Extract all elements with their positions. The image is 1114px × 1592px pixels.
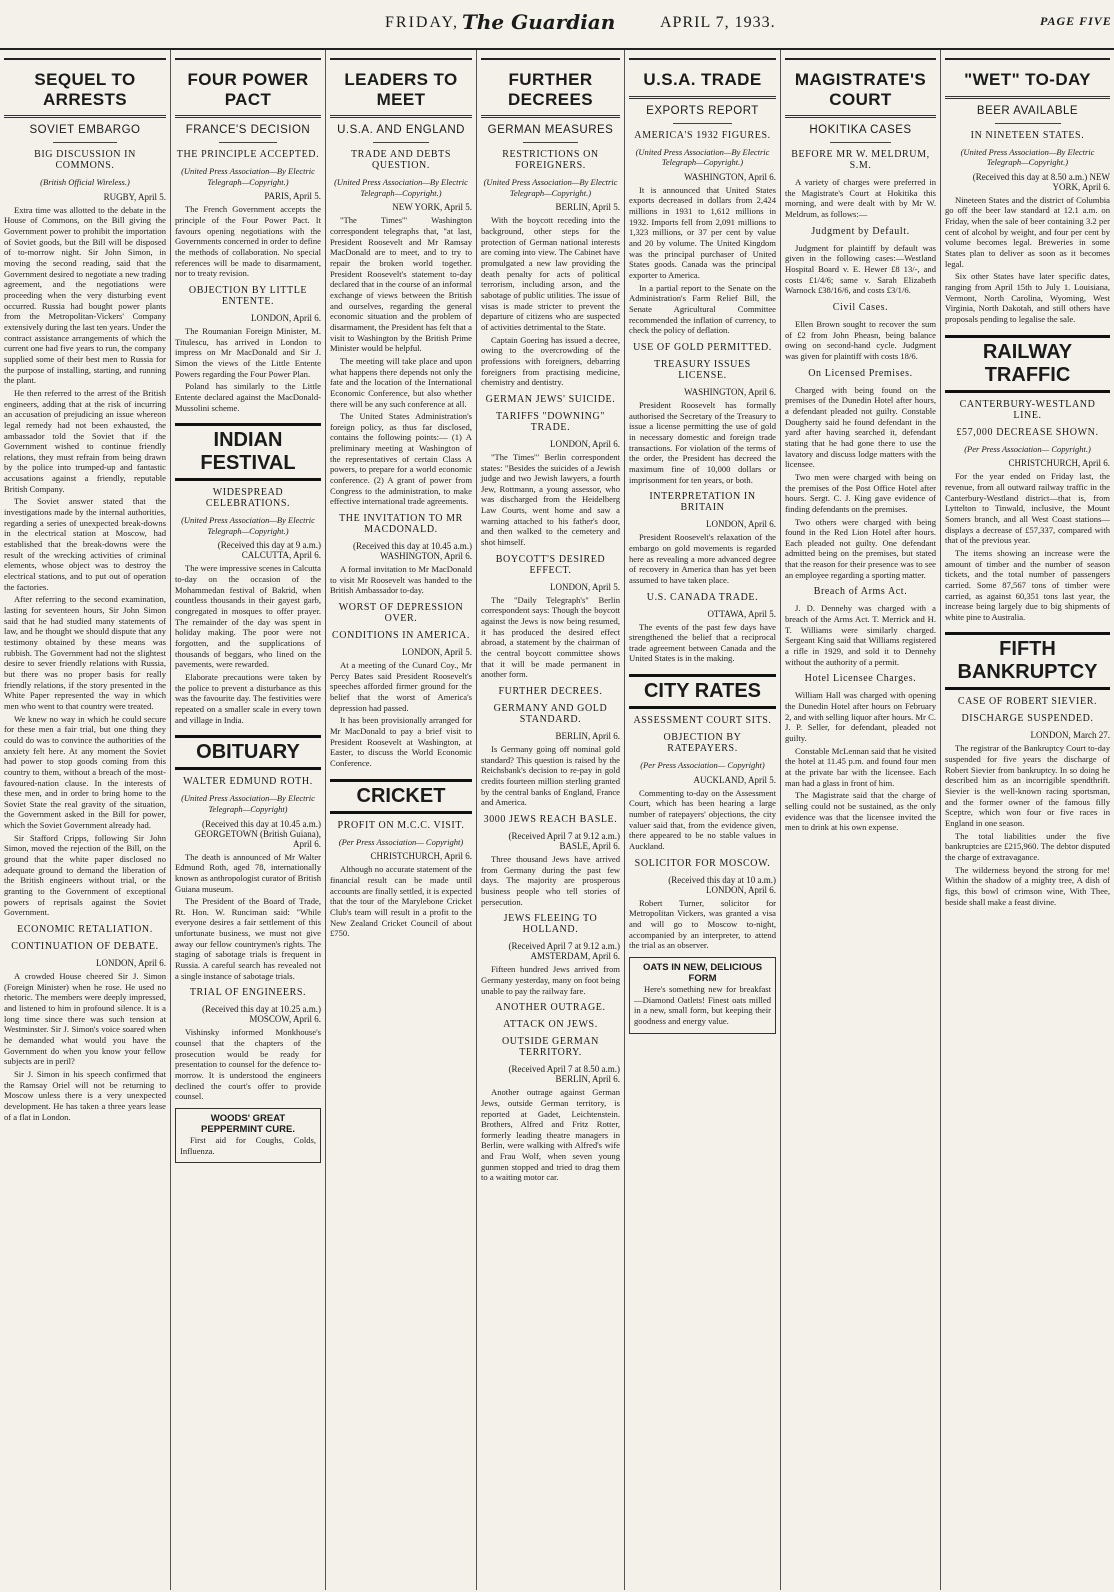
column-3 (326, 50, 476, 1590)
headline-rule (945, 58, 1110, 60)
divider (673, 123, 732, 124)
dateline: CHRISTCHURCH, April 6. (370, 851, 472, 862)
article-deck: ECONOMIC RETALIATION. (17, 924, 153, 936)
wire-credit: (United Press Association—By Electric Telegraph—Copyright.) (635, 146, 770, 168)
body-paragraph: At a meeting of the Cunard Coy., Mr Percy Bates said President Roosevelt's speeches afforded firmer ground for the belief that the worst of America's depression had passed. (330, 660, 472, 713)
body-paragraph: The President of the Board of Trade, Rt. Hon. W. Runciman said: "While everyone desires a fair settlement of this unfortunate business, we must not give away our fellow countrymen's rights. The staging of sabotage trials is frequent in Russia. A careful search has revealed not a single instance of sabotage trials. (175, 896, 321, 981)
body-paragraph: The Roumanian Foreign Minister, M. Titulescu, has arrived in London to impress on Mr MacDonald and Sir J. Simon the views of the Little Entente Powers regarding the Four Power Plan. (175, 325, 321, 379)
divider (945, 96, 1110, 99)
body-paragraph: The items showing an increase were the amount of timber and the number of season tickets, and the total number of passengers carried. Some 87,567 tons of timber were carried, as against 60,351 tons last year, the increase being largely due to big shipments of white pine to Australia. (945, 547, 1110, 622)
body-paragraph: The wilderness beyond the strong for me! Within the shadow of a mighty tree, A dish of figs, this bowl of crimson wine, With Thee, beside shall make a feast divine. (945, 864, 1110, 907)
masthead-date: APRIL 7, 1933. (660, 14, 776, 31)
dateline: LONDON, April 5. (402, 647, 472, 658)
article-deck: DISCHARGE SUSPENDED. (961, 713, 1094, 725)
dateline: LONDON, March 27. (1030, 730, 1110, 741)
dateline: (Received this day at 10 a.m.) LONDON, April 6. (668, 874, 776, 895)
dateline: LONDON, April 6. (550, 438, 620, 449)
article-deck: TREASURY ISSUES LICENSE. (654, 358, 751, 381)
article-subhead: EXPORTS REPORT (646, 104, 759, 117)
article-deck: JEWS FLEEING TO HOLLAND. (503, 913, 598, 936)
article-deck: OBJECTION BY RATEPAYERS. (663, 732, 742, 755)
section-headline: OBITUARY (175, 735, 321, 770)
body-paragraph: Judgment for plaintiff by default was given in the following cases:—Westland Hospital Board v. E. Hewer £8 13/-, and costs £1/4/6; same v. Sarah Elizabeth Warnock £38/16/6, and costs £3/1/6. (785, 242, 936, 296)
article-deck: GERMANY AND GOLD STANDARD. (493, 703, 608, 725)
masthead (0, 0, 1114, 50)
article-deck: CONTINUATION OF DEBATE. (11, 941, 159, 953)
headline-rule (629, 58, 776, 60)
article-headline: MAGISTRATE'S COURT (794, 70, 927, 109)
body-paragraph: "The Times'" Berlin correspondent states: "Besides the suicides of a Jewish judge and two Jewish lawyers, a fourth Jew, Rottmann, a young assessor, who was discharged from the Heidelberg Law Courts, went home and saw a warning attached to his father's door, and then walked to the cemetery and shot himself. (481, 451, 620, 548)
article-deck: THE PRINCIPLE ACCEPTED. (176, 149, 320, 161)
article-deck: PROFIT ON M.C.C. VISIT. (337, 819, 465, 831)
body-paragraph: It has been provisionally arranged for Mr MacDonald to pay a brief visit to President Roosevelt at Washington, at Easter, to discuss the World Economic Conference. (330, 715, 472, 768)
article-deck: 3000 JEWS REACH BASLE. (483, 813, 618, 825)
article-subhead: SOVIET EMBARGO (29, 124, 141, 137)
body-paragraph: A variety of charges were preferred in the Magistrate's Court at Hokitika this morning, and were dealt with by Mr W. Meldrum, as follows:— (785, 177, 936, 220)
article-deck: TRIAL OF ENGINEERS. (189, 987, 307, 999)
article-deck: Hotel Licensee Charges. (804, 673, 917, 685)
dateline: (Received this day at 8.50 a.m.) NEW YORK, April 6. (972, 171, 1110, 192)
dateline: (Received this day at 9 a.m.) CALCUTTA, April 6. (217, 540, 321, 561)
article-deck: BOYCOTT'S DESIRED EFFECT. (495, 553, 606, 576)
dateline: (Received this day at 10.25 a.m.) MOSCOW, April 6. (202, 1004, 321, 1025)
article-deck: FURTHER DECREES. (498, 686, 603, 697)
wire-credit: (Per Press Association— Copyright.) (964, 443, 1091, 454)
body-paragraph: Ellen Brown sought to recover the sum of £2 from John Pheasn, being balance owing on second-hand cycle. Judgment was given for plaintiff with costs 18/6. (785, 319, 936, 361)
section-headline: FIFTH BANKRUPTCY (945, 632, 1110, 690)
wire-credit: (British Official Wireless.) (40, 177, 130, 188)
article-deck: BEFORE MR W. MELDRUM, S.M. (791, 149, 930, 172)
body-paragraph: He then referred to the arrest of the British engineers, adding that at the risk of incurring an accusation of prejudicing an issue whereon legal remedy had not been exhausted, the ambassador told the Soviet that if the Government wished to continue friendly relations, they must refrain from being drawn by the police into trumped-up and fantastic accusations against a friendly, reputable British Company. (4, 387, 166, 494)
article-subhead: HOKITIKA CASES (809, 124, 912, 137)
article-deck: RESTRICTIONS ON FOREIGNERS. (502, 149, 599, 172)
body-paragraph: The events of the past few days have strengthened the belief that a reciprocal trade agreement between Canada and the United States is in the making. (629, 621, 776, 664)
body-paragraph: Two men were charged with being on the premises of the Post Office Hotel after hours. Sergt. C. J. King gave evidence of finding defendants on the premises. (785, 471, 936, 514)
masthead-page-label: PAGE FIVE (1040, 14, 1112, 28)
article-deck: TRADE AND DEBTS QUESTION. (350, 149, 452, 172)
wire-credit: (United Press Association—By Electric Telegraph—Copyright.) (181, 166, 315, 187)
body-paragraph: "The Times'" Washington correspondent telegraphs that, "at last, President Roosevelt and Mr Ramsay MacDonald are to meet, and to try to repair the broken world together. President Roosevelt's statement to-day declared that in the course of an informal exchange of views between the British and ourselves, regarding the general economic situation and the problem of disarmament, the President has felt that a visit to Washington by the British Prime Minister would be helpful. (330, 215, 472, 354)
article-subhead: BEER AVAILABLE (976, 104, 1079, 117)
article-headline: U.S.A. TRADE (643, 70, 762, 89)
advertisement-text: Here's something new for breakfast—Diamond Oatlets! Finest oats milled in a new, small form, but keeping their goodness and energy value. (634, 983, 771, 1026)
divider (330, 115, 472, 118)
article-headline: SEQUEL TO ARRESTS (34, 70, 136, 109)
body-paragraph: Poland has similarly to the Little Entente declared against the MacDonald-Mussolini scheme. (175, 381, 321, 413)
article-deck: Civil Cases. (832, 302, 889, 313)
body-paragraph: Nineteen States and the district of Columbia go off the beer law standard at 12.1 a.m. on Friday, when the sale of beer containing 3.2 per cent of alcohol by weight, and four per cent by volume becomes legal. Breweries in some States plan to deliver as soon as it becomes legal. (945, 194, 1110, 269)
body-paragraph: The meeting will take place and upon what happens there depends not only the fate and the location of the International Economic Conference, but also whether there will be any such conference at all. (330, 355, 472, 409)
body-paragraph: In a partial report to the Senate on the Administration's Farm Relief Bill, the Senate Agricultural Committee recommended the inflation of currency, to check the policy of deflation. (629, 282, 776, 336)
column-5 (625, 50, 780, 1590)
divider (995, 123, 1061, 124)
body-paragraph: Extra time was allotted to the debate in the House of Commons, on the Bill giving the Government power to prohibit the importation of Soviet goods, but the Bill will be disposed of to-morrow night. Sir John Simon, in moving the second reading, said that the Government desired to negotiate a new trading agreement, and the negotiations were proceeding when the very disturbing event occurred. Russia had bought power plants from the Metropolitan-Vickers' Company extensively during the last ten years. Under the contract assistance arrangements of which the current one had five years to run, the company supplied some of their best men to Russia for the purpose of installing, starting, and running the plant. (4, 204, 166, 386)
dateline: OTTAWA, April 5. (707, 608, 776, 619)
article-deck: On Licensed Premises. (808, 367, 913, 379)
body-paragraph: Charged with being found on the premises of the Dunedin Hotel after hours, a defendant pleaded not guilty. Constable Dougherty said he found defendant in the yard after having searched it, defendant stating that he had gone there to use the lavatory and discuss lodge matters with the licensee. (785, 384, 936, 470)
article-deck: Breach of Arms Act. (813, 586, 908, 598)
article-deck: ANOTHER OUTRAGE. (495, 1002, 606, 1014)
divider (373, 142, 430, 143)
article-deck: WALTER EDMUND ROTH. (183, 776, 313, 788)
headline-rule (4, 58, 166, 60)
article-deck: CASE OF ROBERT SIEVIER. (957, 696, 1098, 708)
body-paragraph: The Magistrate said that the charge of selling could not be sustained, as the only evidence was that the licensee invited the men to drink at his own expense. (785, 790, 936, 833)
divider (219, 142, 277, 143)
dateline: (Received April 7 at 9.12 a.m.) AMSTERDAM, April 6. (508, 941, 620, 962)
section-headline: CITY RATES (629, 674, 776, 709)
body-paragraph: Commenting to-day on the Assessment Court, which has been hearing a large number of ratepayers' objections, the city valuer said that, from the evidence given, there appeared to be no stable values in Auckland. (629, 787, 776, 852)
body-paragraph: The "Daily Telegraph's" Berlin correspondent says: Though the boycott against the Jews is now being resumed, it has produced the desired effect abroad, a statement by the chairman of the central boycott committee shows that it will be made permanent in another form. (481, 594, 620, 680)
wire-credit: (United Press Association—By Electric Telegraph—Copyright.) (334, 177, 468, 198)
body-paragraph: We knew no way in which he could secure for these men a fair trial, but one thing they could do was to convince the authorities of the anxiety felt here. At any moment the Soviet had power to stop goods coming from this country to them, without a breach of the most-favoured-nation clause. In the interests of these men, and in order to bring home to the Soviet State the real gravity of the situation, the Government asked in the Bill for power, which the Soviet Government already had. (4, 713, 166, 831)
article-deck: WORST OF DEPRESSION OVER. (338, 602, 464, 625)
body-paragraph: President Roosevelt's relaxation of the embargo on gold movements is regarded here as revealing a more advanced degree of recovery in America than has yet been assumed to have taken place. (629, 532, 776, 585)
dateline: LONDON, April 6. (251, 312, 321, 323)
article-deck: IN NINETEEN STATES. (970, 129, 1085, 141)
article-headline: "WET" TO-DAY (964, 70, 1091, 89)
body-paragraph: Sir J. Simon in his speech confirmed that the Ramsay Oriel will not be returning to Moscow unless there is a very unexpected development. He has taken a three years lease of a flat in London. (4, 1068, 166, 1122)
divider (4, 115, 166, 118)
body-paragraph: Six other States have later specific dates, ranging from April 15th to July 1. Louisiana, Vermont, North Carolina, Wyoming, West Virginia, North Dakotah, and still others have proposals pending to legalise the sale. (945, 271, 1110, 325)
dateline: CHRISTCHURCH, April 6. (1008, 458, 1110, 469)
article-deck: ATTACK ON JEWS. (503, 1019, 598, 1031)
body-paragraph: Another outrage against German Jews, outside German territory, is reported at Gadet, Leichtenstein. Brothers, Alfred and Fritz Rotter, formerly leading theatre managers in Berlin, were walking with Alfred's wife and Frau Wolf, when seven young gunmen stopped and tried to drag them to a waiting motor car. (481, 1087, 620, 1183)
body-paragraph: Captain Goering has issued a decree, owing to the overcrowding of the professions with foreigners, debarring foreigners from practising medicine, chemistry and dentistry. (481, 334, 620, 388)
headline-rule (785, 58, 936, 60)
column-2 (171, 50, 325, 1590)
body-paragraph: Elaborate precautions were taken by the police to prevent a disturbance as this was the favourite day. The festivities were repeated on a smaller scale in every town and village in India. (175, 672, 321, 725)
advertisement (175, 1108, 321, 1163)
article-subhead: FRANCE'S DECISION (185, 124, 311, 137)
headline-rule (481, 58, 620, 60)
article-deck: ASSESSMENT COURT SITS. (633, 715, 772, 727)
body-paragraph: With the boycott receding into the background, other steps for the protection of German national interests are coming into view. The Cabinet have promulgated a new law providing the death penalty for acts of political terrorism, including arson, and the sabotage of public utilities. The issue of visas is made stricter to prevent the departure of citizens who are suspected of activities detrimental to the State. (481, 215, 620, 332)
masthead-day: FRIDAY, (385, 14, 460, 31)
dateline: NEW YORK, April 5. (392, 202, 472, 213)
dateline: LONDON, April 6. (706, 519, 776, 530)
article-deck: THE INVITATION TO MR MACDONALD. (339, 513, 463, 536)
advertisement (629, 957, 776, 1034)
body-paragraph: The French Government accepts the principle of the Four Power Pact. It favours opening negotiations with the Governments concerned in order to define the methods of collaboration. No special references will be made to disarmament, nor to treaty revision. (175, 204, 321, 279)
dateline: (Received this day at 10.45 a.m.) WASHINGTON, April 6. (353, 541, 472, 562)
article-deck: USE OF GOLD PERMITTED. (633, 341, 772, 353)
dateline: PARIS, April 5. (264, 191, 321, 202)
article-subhead: U.S.A. AND ENGLAND (337, 124, 465, 137)
wire-credit: (United Press Association—By Electric Telegraph—Copyright.) (960, 146, 1095, 168)
body-paragraph: Fifteen hundred Jews arrived from Germany yesterday, many on foot being unable to pay the railway fare. (481, 964, 620, 996)
article-deck: SOLICITOR FOR MOSCOW. (634, 857, 771, 869)
body-paragraph: Constable McLennan said that he visited the hotel at 11.45 p.m. and found four men at the private bar with the licensee. Each man had a glass in front of him. (785, 745, 936, 788)
advertisement-text: First aid for Coughs, Colds, Influenza. (180, 1135, 316, 1156)
dateline: AUCKLAND, April 5. (693, 774, 776, 785)
article-subhead: GERMAN MEASURES (487, 124, 614, 137)
body-paragraph: Although no accurate statement of the financial result can be made until accounts are finally settled, it is expected that the tour of the Marylebone Cricket Club's team will result in a profit to the New Zealand Cricket Council of about £750. (330, 864, 472, 939)
dateline: RUGBY, April 5. (103, 191, 166, 202)
wire-credit: (United Press Association—By Electric Telegraph—Copyright) (181, 793, 315, 814)
article-deck: AMERICA'S 1932 FIGURES. (634, 129, 771, 141)
body-paragraph: The death is announced of Mr Walter Edmund Roth, aged 78, internationally known as anthropologist curator of British Guiana museum. (175, 851, 321, 894)
body-paragraph: A crowded House cheered Sir J. Simon (Foreign Minister) when he rose. He used no rhetoric. The members were deeply impressed, and listened to him in profound silence. It is a long time since there was such tension at Westminster. Sir J. Simon's voice soared when he demanded what would you have the Government do when you know your fellow subjects are in peril? (4, 971, 166, 1067)
body-paragraph: Two others were charged with being found in the Red Lion Hotel after hours. Each pleaded not guilty. One defendant admitted being on the premises, but stated that the reason for their presence was to see an employee regarding a sporting matter. (785, 516, 936, 580)
article-headline: FOUR POWER PACT (187, 70, 309, 109)
wire-credit: (United Press Association—By Electric Telegraph—Copyright.) (181, 515, 315, 536)
article-deck: GERMAN JEWS' SUICIDE. (485, 393, 616, 405)
dateline: BERLIN, April 6. (555, 731, 620, 741)
headline-rule (330, 58, 472, 60)
body-paragraph: The United States Administration's foreign policy, as thus far disclosed, contains the following points:— (1) A preliminary meeting at Washington of the representatives of certain Class A powers, to prepare for a world economic conference. (2) A grant of power from Congress to the administration, to make effective international trade agreements. (330, 411, 472, 507)
article-deck: CONDITIONS IN AMERICA. (332, 630, 470, 642)
dateline: LONDON, April 5. (550, 581, 620, 592)
dateline: (Received April 7 at 8.50 a.m.) BERLIN, April 6. (508, 1064, 620, 1085)
advertisement-title: WOODS' GREAT PEPPERMINT CURE. (201, 1113, 295, 1135)
body-paragraph: J. D. Dennehy was charged with a breach of the Arms Act. T. Merrick and H. T. Williams were similarly charged. Sergeant King said that Williams registered a rifle in 1929, and sold it to Dennehy without the authority of a permit. (785, 603, 936, 667)
divider (830, 142, 890, 143)
body-paragraph: A formal invitation to Mr MacDonald to visit Mr Roosevelt was handed to the British Ambassador to-day. (330, 564, 472, 596)
divider (175, 115, 321, 118)
dateline: WASHINGTON, April 6. (684, 171, 776, 182)
body-paragraph: President Roosevelt has formally authorised the Secretary of the Treasury to issue a license permitting the use of gold in necessary domestic and foreign trade transactions. For violation of the terms of the order, the President has decreed the maximum fine of 10,000 dollars or imprisonment for ten years, or both. (629, 399, 776, 485)
article-deck: £57,000 DECREASE SHOWN. (956, 426, 1099, 438)
body-paragraph: The were impressive scenes in Calcutta to-day on the occasion of the Mohammedan festival of Bakrid, when countless thousands in their gayest garb, congregated in mosques to offer prayer. The remainder of the day was spent in holiday making. The poor were not forgotten, and the supplications of thousands of beggars, who lined on the pavements, were rewarded. (175, 563, 321, 670)
column-4 (477, 50, 624, 1590)
dateline: (Received this day at 10.45 a.m.) GEORGETOWN (British Guiana), April 6. (194, 818, 321, 849)
wire-credit: (United Press Association—By Electric Telegraph—Copyright.) (483, 177, 618, 198)
body-paragraph: Three thousand Jews have arrived from Germany during the past few days. The majority are prosperous business people who tell stories of persecution. (481, 853, 620, 907)
article-deck: BIG DISCUSSION IN COMMONS. (34, 149, 136, 172)
article-headline: LEADERS TO MEET (344, 70, 458, 109)
section-headline: RAILWAY TRAFFIC (945, 335, 1110, 393)
wire-credit: (Per Press Association— Copyright) (640, 760, 765, 771)
article-deck: TARIFFS "DOWNING" TRADE. (496, 410, 605, 433)
advertisement-title: OATS IN NEW, DELICIOUS FORM (642, 961, 763, 984)
dateline: LONDON, April 6. (96, 958, 166, 969)
divider (53, 142, 118, 143)
divider (629, 96, 776, 99)
section-headline: CRICKET (330, 779, 472, 814)
body-paragraph: It is announced that United States exports decreased in dollars from 2,424 millions in 1931 to 1,612 millions in 1932. Imports fell from 2,091 millions to 1,323 millions, or 37 per cent by value and 20 by volume. The United Kingdom was the principal purchaser of United States goods. Canada was the principal exporter to America. (629, 184, 776, 281)
column-7 (941, 50, 1114, 1590)
article-deck: CANTERBURY-WESTLAND LINE. (959, 398, 1096, 421)
body-paragraph: Sir Stafford Cripps, following Sir John Simon, moved the rejection of the Bill, on the ground that the white paper disclosed no adequate ground to demand the liberation of the British engineers without trial, or the granting to the Government of exceptional powers of reprisals against the Soviet Government. (4, 832, 166, 918)
column-6 (781, 50, 940, 1590)
body-paragraph: The registrar of the Bankruptcy Court to-day suspended for five years the discharge of Robert Sievier from bankruptcy. In so doing he described him as an incorrigible spendthrift. Sievier is the well-known racing sportsman, and the former owner of the famous filly Sceptre, which won four or five races in England in one season. (945, 743, 1110, 829)
dateline: (Received April 7 at 9.12 a.m.) BASLE, April 6. (508, 830, 620, 851)
wire-credit: (Per Press Association— Copyright) (338, 836, 464, 847)
body-paragraph: Vishinsky informed Monkhouse's counsel that the chapters of the prosecution would be ready for presentation to counsel for the defence to-morrow. It is understood the engineers declined the court's offer to provide counsel. (175, 1027, 321, 1102)
masthead-paper-name: The Guardian (462, 10, 616, 34)
body-paragraph: Is Germany going off nominal gold standard? This question is raised by the Reichsbank's decision to re-pay in gold credits fourteen million sterling granted by the central banks of England, France and America. (481, 744, 620, 808)
divider (785, 115, 936, 118)
article-deck: OUTSIDE GERMAN TERRITORY. (501, 1036, 599, 1059)
article-deck: INTERPRETATION IN BRITAIN (649, 491, 756, 514)
article-headline: FURTHER DECREES (508, 70, 593, 109)
divider (481, 115, 620, 118)
body-paragraph: William Hall was charged with opening the Dunedin Hotel after hours on February 2, and with selling liquor after hours. Mr C. J. P. Seller, for defendant, pleaded not guilty. (785, 690, 936, 743)
body-paragraph: The Soviet answer stated that the investigations made by the internal authorities, regarding a series of unexpected break-downs in the electrical station at Moscow, had established that the break-downs were the result of the wrecking activities of criminal elements, whose object was to destroy the electrical stations, and to put out of operation the factories. (4, 496, 166, 592)
divider (523, 142, 579, 143)
section-headline: INDIAN FESTIVAL (175, 423, 321, 481)
article-deck: U.S. CANADA TRADE. (646, 591, 759, 603)
body-paragraph: Robert Turner, solicitor for Metropolitan Vickers, was granted a visa and will go to Moscow to-night, accompanied by an interpreter, to attend the trial as an observer. (629, 897, 776, 951)
body-paragraph: The total liabilities under the five bankruptcies are £215,960. The debtor disputed the charge of extravagance. (945, 830, 1110, 863)
body-paragraph: After referring to the second examination, lasting for seventeen hours, Sir John Simon said that he had studied many statements of law, and he thought we should dispute that any testimony obtained by these means was rubbish. The Government had not the slightest desire to sever friendly relations with Russia, but there was no proper basis for really friendly relations, if the story presented in the White Paper represented the way in which men who went to that country were treated. (4, 594, 166, 711)
dateline: WASHINGTON, April 6. (684, 386, 776, 397)
body-paragraph: For the year ended on Friday last, the revenue, from all outward railway traffic in the Canterbury-Westland district—that is, from Lyttelton to Tinwald, inclusive, the Mount Somers branch, and all West Coast stations—displays a decrease of £57,337, compared with that of the previous year. (945, 471, 1110, 546)
article-deck: WIDESPREAD CELEBRATIONS. (205, 487, 291, 510)
headline-rule (175, 58, 321, 60)
article-deck: OBJECTION BY LITTLE ENTENTE. (188, 284, 308, 307)
dateline: BERLIN, April 5. (555, 202, 620, 213)
column-1 (0, 50, 170, 1590)
article-deck: Judgment by Default. (811, 225, 910, 237)
